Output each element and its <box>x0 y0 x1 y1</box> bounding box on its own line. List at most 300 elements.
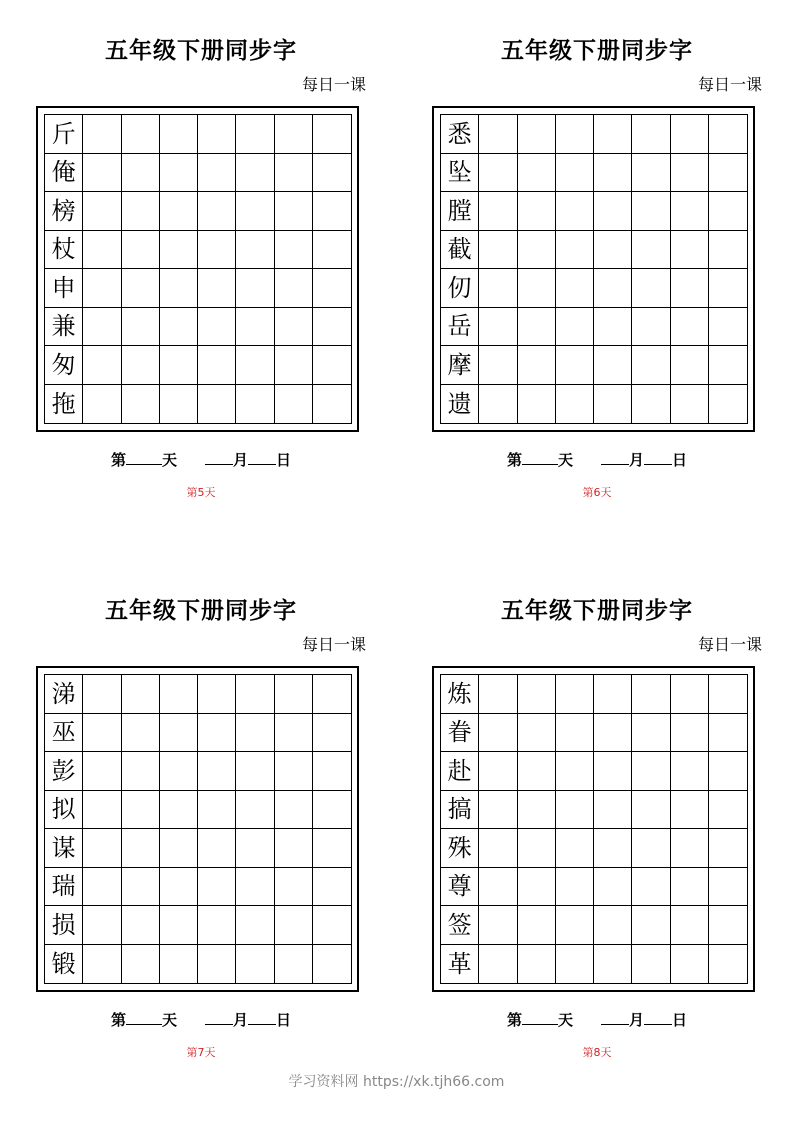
day-word: 天 <box>557 1011 573 1029</box>
practice-cell <box>198 945 236 984</box>
month-word: 月 <box>233 451 249 469</box>
practice-cell <box>122 752 160 791</box>
practice-cell <box>122 675 160 714</box>
practice-cell <box>518 752 556 791</box>
practice-cell <box>594 385 632 424</box>
model-character-cell <box>45 906 83 945</box>
practice-cell <box>518 868 556 907</box>
practice-cell <box>518 154 556 193</box>
model-character-cell <box>45 308 83 347</box>
model-character-cell <box>45 231 83 270</box>
model-character-cell <box>441 675 479 714</box>
model-character-cell <box>45 945 83 984</box>
date-prefix: 第 <box>506 451 522 469</box>
practice-cell <box>632 714 670 753</box>
practice-cell <box>198 752 236 791</box>
practice-cell <box>594 906 632 945</box>
practice-cell <box>122 906 160 945</box>
model-character-cell <box>441 714 479 753</box>
practice-cell <box>122 231 160 270</box>
model-character: 悉 <box>447 119 472 148</box>
practice-cell <box>198 868 236 907</box>
model-character: 尊 <box>447 872 472 901</box>
practice-cell <box>275 791 313 830</box>
model-character-cell <box>45 752 83 791</box>
practice-cell <box>122 346 160 385</box>
practice-cell <box>594 192 632 231</box>
model-character-cell <box>45 868 83 907</box>
panel-subtitle: 每日一课 <box>301 635 366 654</box>
practice-cell <box>83 714 121 753</box>
practice-cell <box>313 714 351 753</box>
practice-cell <box>556 346 594 385</box>
practice-cell <box>632 231 670 270</box>
model-character: 赴 <box>447 756 472 785</box>
day-word: 天 <box>161 451 177 469</box>
practice-cell <box>236 945 274 984</box>
practice-cell <box>198 385 236 424</box>
practice-cell <box>122 115 160 154</box>
practice-cell <box>275 906 313 945</box>
practice-cell <box>236 154 274 193</box>
practice-cell <box>479 829 517 868</box>
practice-cell <box>83 752 121 791</box>
practice-cell <box>275 308 313 347</box>
model-character: 膛 <box>447 196 472 225</box>
practice-cell <box>275 714 313 753</box>
practice-grid <box>440 674 748 984</box>
practice-cell <box>709 154 747 193</box>
practice-cell <box>83 192 121 231</box>
practice-cell <box>671 154 709 193</box>
practice-cell <box>313 346 351 385</box>
practice-cell <box>594 115 632 154</box>
practice-cell <box>236 868 274 907</box>
model-character: 签 <box>447 910 472 939</box>
footer-watermark: 学习资料网 https://xk.tjh66.com <box>288 1074 505 1090</box>
day-number-label: 第7天 <box>186 1046 216 1059</box>
panel-title: 五年级下册同步字 <box>105 597 297 624</box>
practice-cell <box>160 675 198 714</box>
practice-cell <box>632 868 670 907</box>
model-character: 遗 <box>447 389 472 418</box>
practice-cell <box>122 308 160 347</box>
practice-cell <box>518 308 556 347</box>
model-character: 彭 <box>51 756 76 785</box>
practice-cell <box>83 675 121 714</box>
practice-cell <box>556 752 594 791</box>
day-number-label: 第8天 <box>582 1046 612 1059</box>
practice-cell <box>236 231 274 270</box>
practice-cell <box>671 269 709 308</box>
practice-cell <box>479 269 517 308</box>
practice-cell <box>671 868 709 907</box>
fill-in-blank[interactable] <box>205 450 233 465</box>
practice-cell <box>479 385 517 424</box>
practice-cell <box>479 154 517 193</box>
model-character-cell <box>45 154 83 193</box>
practice-cell <box>160 829 198 868</box>
practice-cell <box>275 154 313 193</box>
date-word: 日 <box>276 1011 292 1029</box>
model-character: 谋 <box>51 833 76 862</box>
practice-cell <box>198 308 236 347</box>
practice-cell <box>671 675 709 714</box>
model-character-cell <box>441 192 479 231</box>
practice-cell <box>518 714 556 753</box>
date-word: 日 <box>672 1011 688 1029</box>
practice-cell <box>518 791 556 830</box>
practice-cell <box>122 791 160 830</box>
date-line <box>36 1009 366 1030</box>
practice-cell <box>160 868 198 907</box>
practice-cell <box>479 308 517 347</box>
practice-cell <box>122 829 160 868</box>
model-character: 炼 <box>447 679 472 708</box>
date-prefix: 第 <box>110 1011 126 1029</box>
practice-cell <box>671 385 709 424</box>
practice-cell <box>709 829 747 868</box>
model-character: 申 <box>51 273 76 302</box>
practice-cell <box>83 791 121 830</box>
practice-cell <box>313 829 351 868</box>
worksheet-panel <box>432 0 762 499</box>
practice-cell <box>83 868 121 907</box>
practice-cell <box>594 154 632 193</box>
practice-cell <box>479 192 517 231</box>
model-character-cell <box>441 791 479 830</box>
model-character-cell <box>441 231 479 270</box>
model-character-cell <box>441 906 479 945</box>
model-character-cell <box>441 752 479 791</box>
practice-cell <box>709 675 747 714</box>
practice-cell <box>83 829 121 868</box>
practice-cell <box>313 945 351 984</box>
fill-in-blank[interactable] <box>248 450 276 465</box>
model-character: 杖 <box>51 235 76 264</box>
worksheet-panel <box>432 560 762 1059</box>
model-character: 拟 <box>51 795 76 824</box>
practice-cell <box>236 115 274 154</box>
practice-cell <box>594 791 632 830</box>
practice-cell <box>236 752 274 791</box>
practice-cell <box>83 269 121 308</box>
day-number-label: 第6天 <box>582 486 612 499</box>
practice-cell <box>632 752 670 791</box>
practice-cell <box>198 192 236 231</box>
practice-cell <box>275 115 313 154</box>
fill-in-blank[interactable] <box>248 1010 276 1025</box>
practice-cell <box>313 269 351 308</box>
worksheet-panel <box>36 560 366 1059</box>
practice-cell <box>709 231 747 270</box>
date-prefix: 第 <box>506 1011 522 1029</box>
practice-cell <box>556 945 594 984</box>
practice-cell <box>632 906 670 945</box>
practice-cell <box>518 945 556 984</box>
practice-cell <box>671 346 709 385</box>
day-number-label: 第5天 <box>186 486 216 499</box>
practice-cell <box>83 945 121 984</box>
model-character: 涕 <box>51 679 76 708</box>
practice-cell <box>313 752 351 791</box>
fill-in-blank[interactable] <box>644 1010 672 1025</box>
practice-cell <box>122 945 160 984</box>
practice-cell <box>198 675 236 714</box>
practice-cell <box>198 791 236 830</box>
model-character-cell <box>45 115 83 154</box>
model-character: 摩 <box>447 350 472 379</box>
practice-cell <box>709 346 747 385</box>
practice-cell <box>479 231 517 270</box>
practice-cell <box>479 945 517 984</box>
model-character-cell <box>441 945 479 984</box>
practice-cell <box>236 829 274 868</box>
practice-cell <box>83 385 121 424</box>
practice-cell <box>236 906 274 945</box>
month-word: 月 <box>233 1011 249 1029</box>
practice-cell <box>709 192 747 231</box>
practice-cell <box>518 906 556 945</box>
fill-in-blank[interactable] <box>601 450 629 465</box>
practice-cell <box>479 868 517 907</box>
model-character: 截 <box>447 235 472 264</box>
practice-cell <box>313 192 351 231</box>
practice-cell <box>556 791 594 830</box>
fill-in-blank[interactable] <box>522 1010 558 1025</box>
fill-in-blank[interactable] <box>644 450 672 465</box>
practice-cell <box>236 346 274 385</box>
fill-in-blank[interactable] <box>601 1010 629 1025</box>
practice-cell <box>671 791 709 830</box>
practice-cell <box>671 115 709 154</box>
practice-cell <box>594 945 632 984</box>
date-line <box>36 449 366 470</box>
practice-cell <box>198 269 236 308</box>
practice-cell <box>518 346 556 385</box>
practice-cell <box>83 115 121 154</box>
model-character-cell <box>441 308 479 347</box>
practice-cell <box>160 154 198 193</box>
model-character: 兼 <box>51 312 76 341</box>
practice-cell <box>594 752 632 791</box>
model-character-cell <box>45 714 83 753</box>
practice-cell <box>632 385 670 424</box>
practice-cell <box>709 308 747 347</box>
practice-cell <box>671 192 709 231</box>
practice-cell <box>518 115 556 154</box>
practice-cell <box>160 385 198 424</box>
practice-cell <box>479 346 517 385</box>
practice-cell <box>160 346 198 385</box>
practice-cell <box>709 868 747 907</box>
practice-cell <box>632 192 670 231</box>
practice-cell <box>275 192 313 231</box>
practice-cell <box>160 115 198 154</box>
practice-cell <box>556 231 594 270</box>
practice-cell <box>556 714 594 753</box>
practice-cell <box>198 906 236 945</box>
date-line <box>432 1009 762 1030</box>
model-character-cell <box>441 829 479 868</box>
practice-cell <box>236 385 274 424</box>
practice-cell <box>275 675 313 714</box>
practice-cell <box>671 906 709 945</box>
practice-cell <box>275 385 313 424</box>
practice-frame <box>432 666 755 992</box>
model-character: 斤 <box>51 119 76 148</box>
practice-cell <box>518 192 556 231</box>
model-character-cell <box>441 868 479 907</box>
practice-cell <box>556 385 594 424</box>
practice-cell <box>198 714 236 753</box>
practice-cell <box>594 829 632 868</box>
practice-cell <box>313 675 351 714</box>
model-character-cell <box>45 346 83 385</box>
practice-cell <box>671 714 709 753</box>
practice-cell <box>632 346 670 385</box>
practice-cell <box>236 308 274 347</box>
model-character-cell <box>441 346 479 385</box>
model-character-cell <box>441 269 479 308</box>
model-character-cell <box>45 269 83 308</box>
practice-cell <box>709 385 747 424</box>
model-character: 殊 <box>447 833 472 862</box>
model-character: 仞 <box>447 273 472 302</box>
model-character: 俺 <box>51 158 76 187</box>
practice-cell <box>479 714 517 753</box>
practice-cell <box>198 346 236 385</box>
model-character: 眷 <box>447 718 472 747</box>
practice-cell <box>594 675 632 714</box>
practice-cell <box>709 752 747 791</box>
fill-in-blank[interactable] <box>126 1010 162 1025</box>
practice-cell <box>518 269 556 308</box>
model-character: 榜 <box>51 196 76 225</box>
practice-cell <box>479 115 517 154</box>
worksheet-panel <box>36 0 366 499</box>
practice-cell <box>709 791 747 830</box>
model-character-cell <box>45 829 83 868</box>
model-character: 巫 <box>51 718 76 747</box>
practice-cell <box>122 868 160 907</box>
practice-cell <box>83 154 121 193</box>
practice-cell <box>275 829 313 868</box>
practice-cell <box>122 192 160 231</box>
practice-cell <box>198 154 236 193</box>
practice-cell <box>671 231 709 270</box>
practice-cell <box>236 675 274 714</box>
practice-cell <box>556 829 594 868</box>
fill-in-blank[interactable] <box>126 450 162 465</box>
practice-cell <box>709 906 747 945</box>
practice-grid <box>44 674 352 984</box>
practice-cell <box>236 791 274 830</box>
practice-cell <box>198 115 236 154</box>
practice-cell <box>160 791 198 830</box>
practice-cell <box>556 154 594 193</box>
model-character-cell <box>45 791 83 830</box>
practice-frame <box>36 106 359 432</box>
date-prefix: 第 <box>110 451 126 469</box>
practice-cell <box>594 868 632 907</box>
practice-cell <box>594 714 632 753</box>
practice-cell <box>313 385 351 424</box>
practice-cell <box>236 714 274 753</box>
model-character: 搞 <box>447 795 472 824</box>
date-word: 日 <box>276 451 292 469</box>
practice-cell <box>479 906 517 945</box>
model-character-cell <box>45 675 83 714</box>
practice-cell <box>518 829 556 868</box>
model-character: 拖 <box>51 389 76 418</box>
fill-in-blank[interactable] <box>522 450 558 465</box>
practice-cell <box>160 308 198 347</box>
model-character-cell <box>45 192 83 231</box>
practice-cell <box>632 945 670 984</box>
practice-cell <box>122 714 160 753</box>
practice-cell <box>632 308 670 347</box>
model-character: 瑞 <box>51 872 76 901</box>
practice-cell <box>275 231 313 270</box>
panel-subtitle: 每日一课 <box>301 75 366 94</box>
practice-cell <box>313 308 351 347</box>
practice-cell <box>160 906 198 945</box>
practice-cell <box>479 791 517 830</box>
model-character: 坠 <box>447 158 472 187</box>
practice-cell <box>594 308 632 347</box>
practice-cell <box>313 906 351 945</box>
practice-cell <box>594 346 632 385</box>
practice-cell <box>594 269 632 308</box>
practice-cell <box>313 868 351 907</box>
practice-cell <box>632 154 670 193</box>
practice-cell <box>632 829 670 868</box>
panel-title: 五年级下册同步字 <box>501 37 693 64</box>
practice-cell <box>313 231 351 270</box>
practice-cell <box>198 231 236 270</box>
practice-cell <box>709 269 747 308</box>
practice-cell <box>160 192 198 231</box>
practice-cell <box>709 115 747 154</box>
panel-subtitle: 每日一课 <box>697 635 762 654</box>
model-character: 匆 <box>51 350 76 379</box>
practice-cell <box>236 192 274 231</box>
practice-grid <box>440 114 748 424</box>
practice-cell <box>83 346 121 385</box>
practice-cell <box>198 829 236 868</box>
model-character-cell <box>441 154 479 193</box>
practice-cell <box>671 829 709 868</box>
practice-cell <box>671 308 709 347</box>
practice-cell <box>122 269 160 308</box>
practice-cell <box>83 906 121 945</box>
practice-cell <box>160 714 198 753</box>
model-character: 岳 <box>447 312 472 341</box>
practice-cell <box>709 945 747 984</box>
practice-cell <box>632 269 670 308</box>
practice-grid <box>44 114 352 424</box>
practice-cell <box>556 906 594 945</box>
practice-cell <box>313 154 351 193</box>
practice-cell <box>160 752 198 791</box>
practice-cell <box>671 752 709 791</box>
fill-in-blank[interactable] <box>205 1010 233 1025</box>
panel-subtitle: 每日一课 <box>697 75 762 94</box>
practice-cell <box>671 945 709 984</box>
practice-cell <box>122 385 160 424</box>
model-character: 损 <box>51 910 76 939</box>
